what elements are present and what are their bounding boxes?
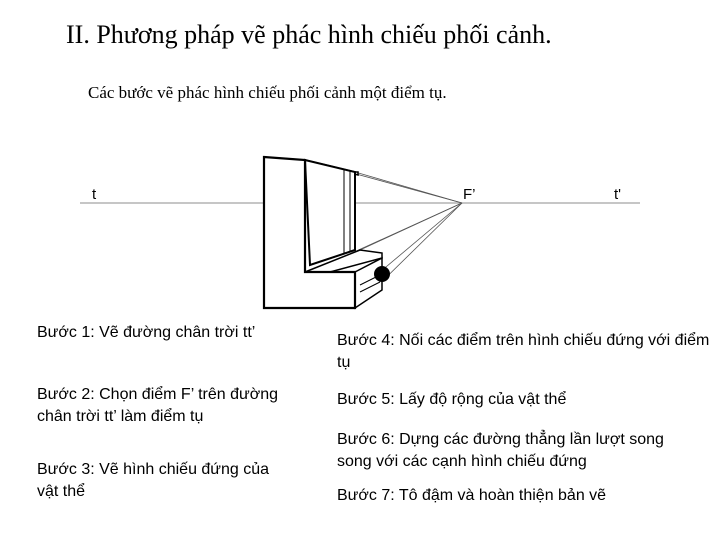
step-5: Bước 5: Lấy độ rộng của vật thể: [337, 391, 567, 408]
marked-point: [374, 266, 390, 282]
step-2: Bước 2: Chọn điểm F’ trên đường chân trời tt’ làm điểm tụ: [37, 386, 279, 425]
step-6: Bước 6: Dựng các đường thẳng lần lượt song song với các cạnh hình chiếu đứng: [337, 431, 664, 470]
step-7: Bước 7: Tô đậm và hoàn thiện bản vẽ: [337, 487, 607, 504]
step-1: Bước 1: Vẽ đường chân trời tt’: [37, 324, 256, 341]
object-side-face: [305, 160, 355, 265]
label-t: t: [92, 186, 97, 203]
label-vanishing-point: F’: [463, 186, 476, 203]
page-subtitle: Các bước vẽ phác hình chiếu phối cảnh một điểm tụ.: [88, 83, 447, 102]
step-3: Bước 3: Vẽ hình chiếu đứng của vật thể: [37, 461, 270, 500]
step-4: Bước 4: Nối các điểm trên hình chiếu đứng với điểm tụ: [337, 332, 710, 371]
perspective-diagram: [0, 150, 720, 320]
page-title: II. Phương pháp vẽ phác hình chiếu phối cảnh.: [66, 20, 552, 49]
label-t-prime: t': [614, 186, 622, 203]
